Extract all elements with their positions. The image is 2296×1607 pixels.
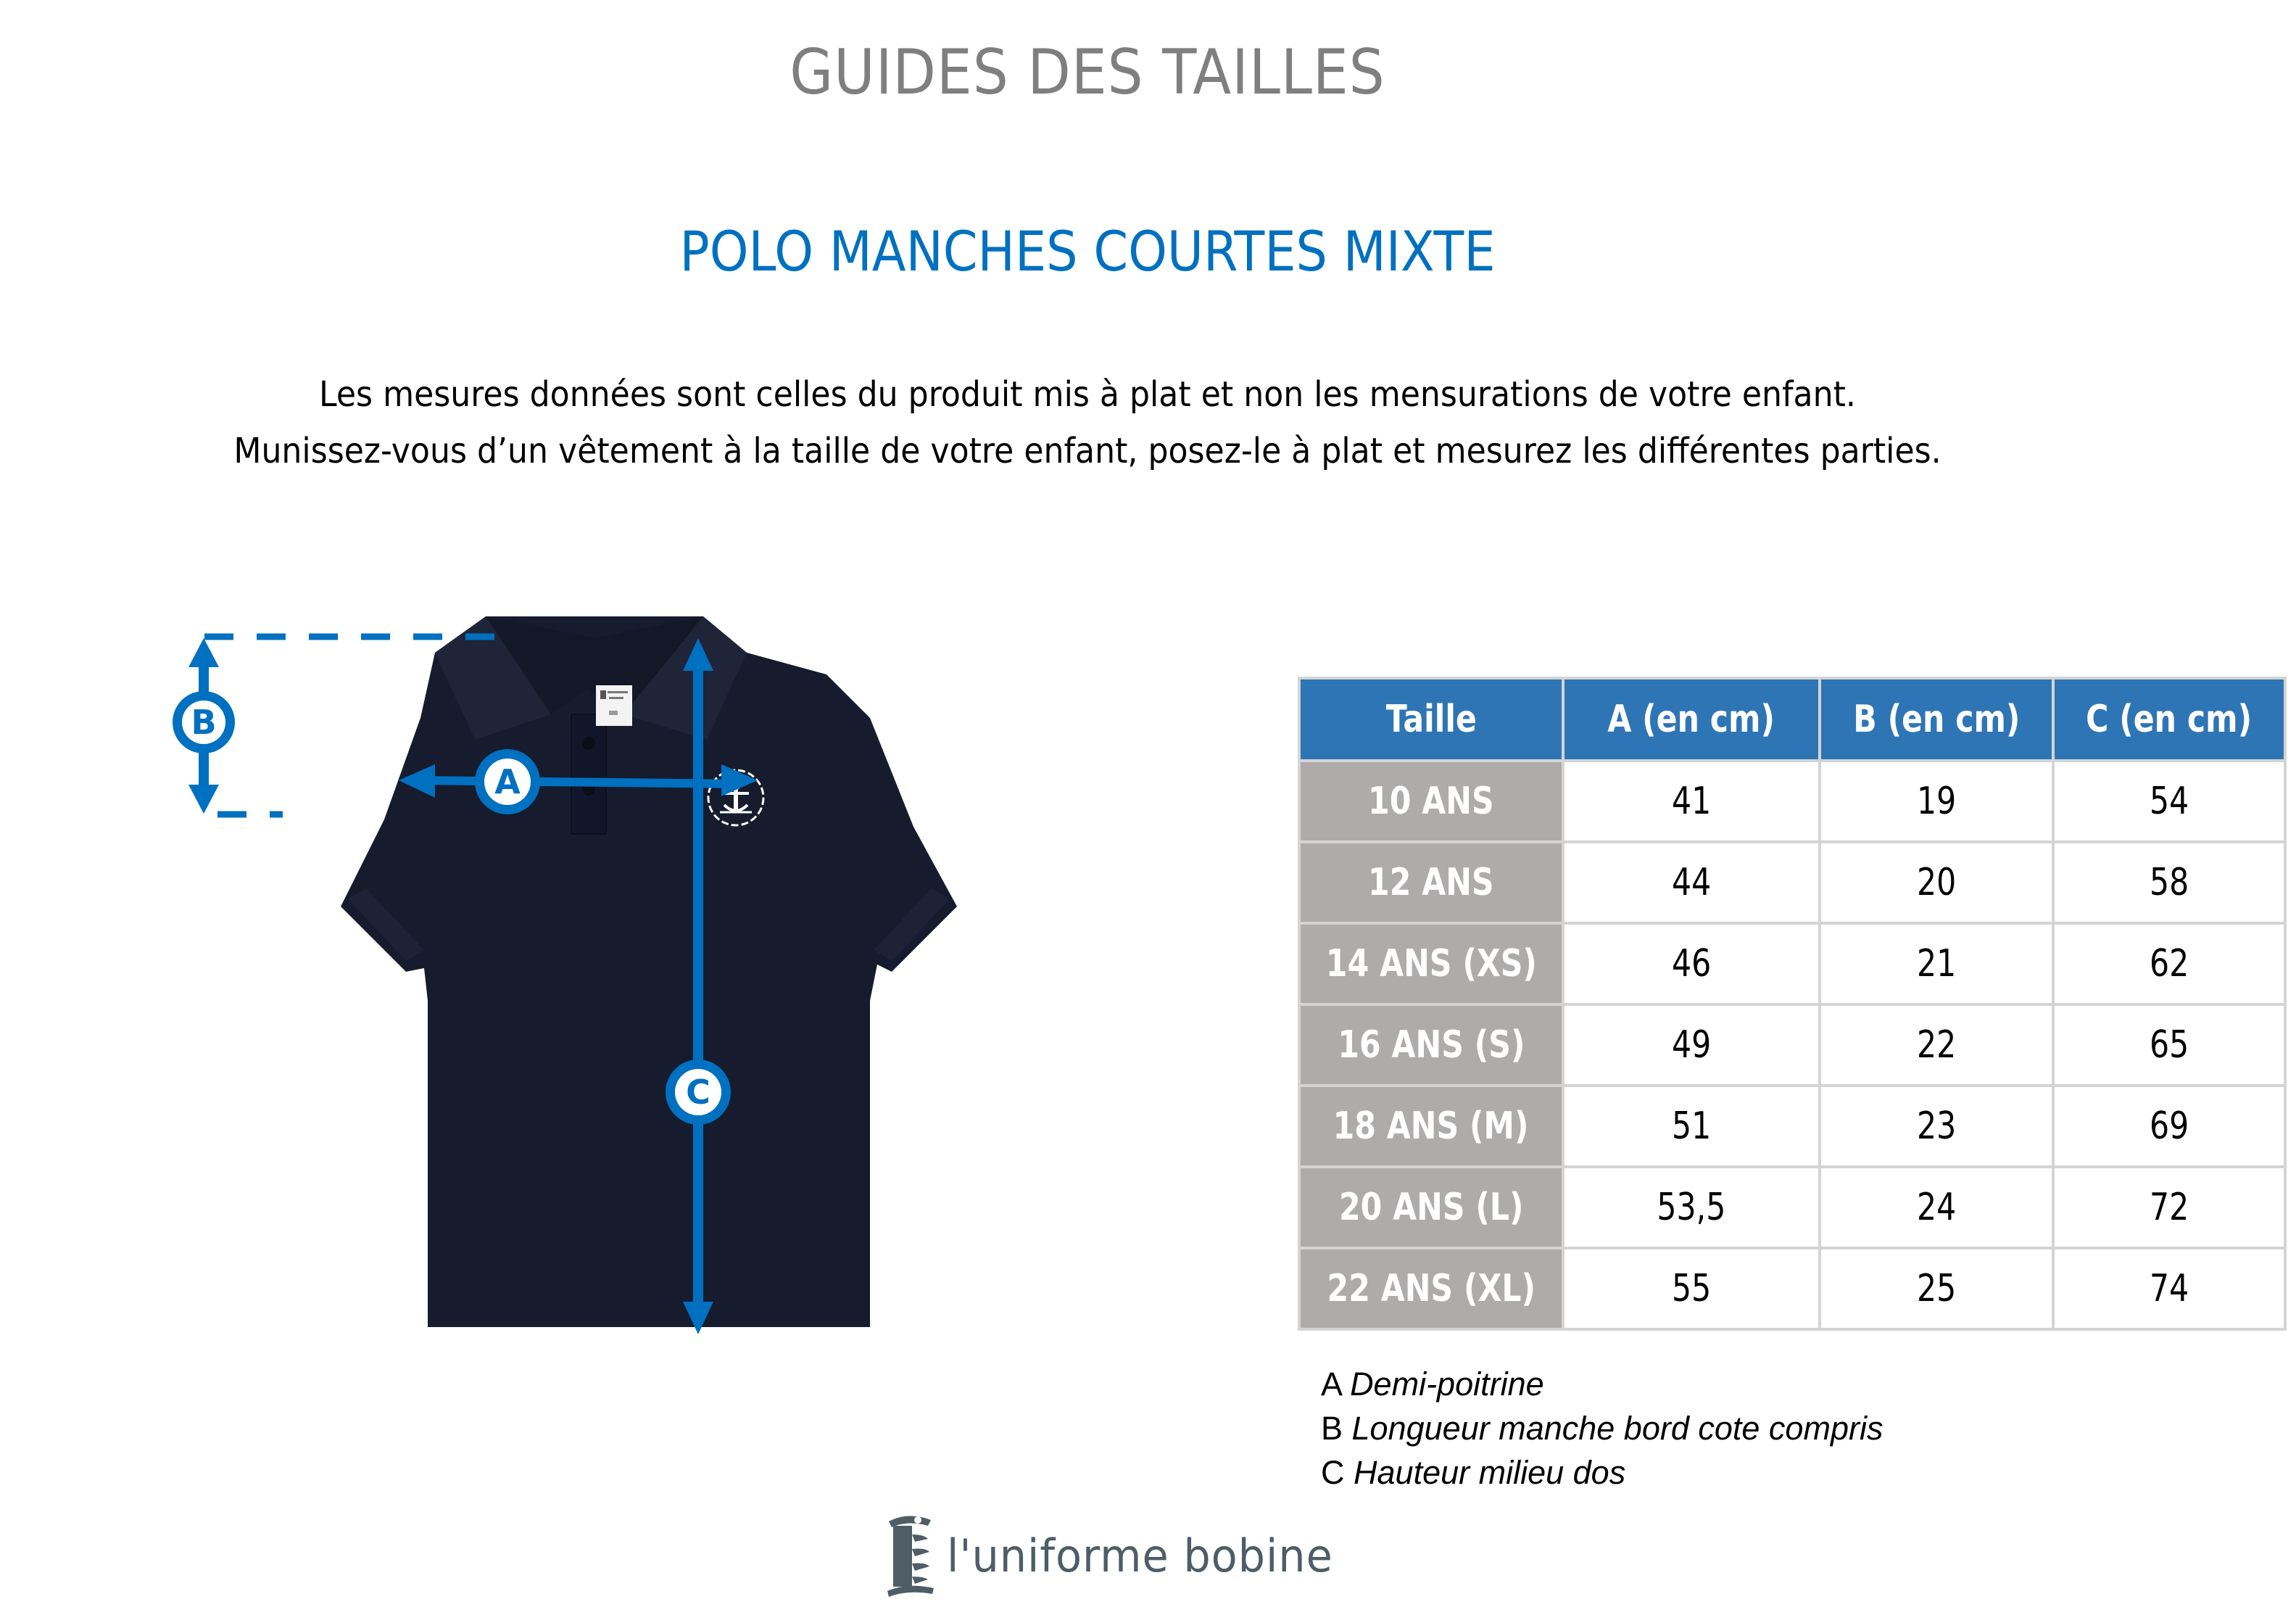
c-value: 58	[2055, 843, 2284, 922]
legend-item-a: A Demi-poitrine	[1321, 1366, 1544, 1402]
thread-spool-icon	[886, 1513, 937, 1598]
a-value: 41	[1564, 762, 1818, 840]
c-value: 69	[2055, 1087, 2284, 1165]
header-b: B (en cm)	[1821, 679, 2052, 759]
a-value: 53,5	[1564, 1168, 1818, 1247]
b-value: 24	[1821, 1168, 2052, 1247]
polo-illustration	[145, 609, 1015, 1363]
c-value: 72	[2055, 1168, 2284, 1247]
a-value: 51	[1564, 1087, 1818, 1165]
c-value: 54	[2055, 762, 2284, 840]
table-header-row	[1301, 679, 2284, 759]
header-taille: Taille	[1301, 679, 1562, 759]
intro-line-2: Munissez-vous d’un vêtement à la taille de votre enfant, posez-le à plat et mesurez les différentes parties.	[233, 431, 1941, 471]
c-value: 65	[2055, 1006, 2284, 1084]
size-cell: 16 ANS (S)	[1301, 1006, 1562, 1084]
b-value: 22	[1821, 1006, 2052, 1084]
b-value: 21	[1821, 925, 2052, 1003]
marker-c-letter: C	[686, 1073, 710, 1112]
a-value: 46	[1564, 925, 1818, 1003]
a-value: 44	[1564, 843, 1818, 922]
size-cell: 22 ANS (XL)	[1301, 1249, 1562, 1328]
b-value: 25	[1821, 1249, 2052, 1328]
table-row	[1301, 762, 2284, 840]
brand-name: l'uniforme bobine	[947, 1529, 1333, 1582]
c-value: 74	[2055, 1249, 2284, 1328]
header-c: C (en cm)	[2055, 679, 2284, 759]
table-row	[1301, 1006, 2284, 1084]
page-title: GUIDES DES TAILLES	[789, 36, 1385, 109]
b-value: 19	[1821, 762, 2052, 840]
size-cell: 18 ANS (M)	[1301, 1087, 1562, 1165]
marker-b-letter: B	[191, 703, 217, 742]
a-value: 49	[1564, 1006, 1818, 1084]
size-cell: 20 ANS (L)	[1301, 1168, 1562, 1247]
a-value: 55	[1564, 1249, 1818, 1328]
header-a: A (en cm)	[1564, 679, 1818, 759]
product-title: POLO MANCHES COURTES MIXTE	[679, 219, 1496, 284]
table-row	[1301, 925, 2284, 1003]
c-value: 62	[2055, 925, 2284, 1003]
table-row	[1301, 1168, 2284, 1247]
table-row	[1301, 843, 2284, 922]
size-table	[1298, 677, 2287, 1331]
b-value: 23	[1821, 1087, 2052, 1165]
size-cell: 10 ANS	[1301, 762, 1562, 840]
brand-logo	[886, 1512, 1354, 1599]
b-value: 20	[1821, 843, 2052, 922]
size-cell: 12 ANS	[1301, 843, 1562, 922]
measurement-legend	[1321, 1362, 1883, 1495]
size-cell: 14 ANS (XS)	[1301, 925, 1562, 1003]
polo-shirt-icon	[341, 616, 957, 1327]
marker-a-letter: A	[494, 762, 521, 801]
intro-text	[87, 366, 2088, 479]
legend-item-c: C Hauteur milieu dos	[1321, 1454, 1626, 1491]
table-row	[1301, 1249, 2284, 1328]
intro-line-1: Les mesures données sont celles du produit mis à plat et non les mensurations de votre enfant.	[319, 374, 1856, 415]
legend-item-b: B Longueur manche bord cote compris	[1321, 1410, 1883, 1447]
table-row	[1301, 1087, 2284, 1165]
